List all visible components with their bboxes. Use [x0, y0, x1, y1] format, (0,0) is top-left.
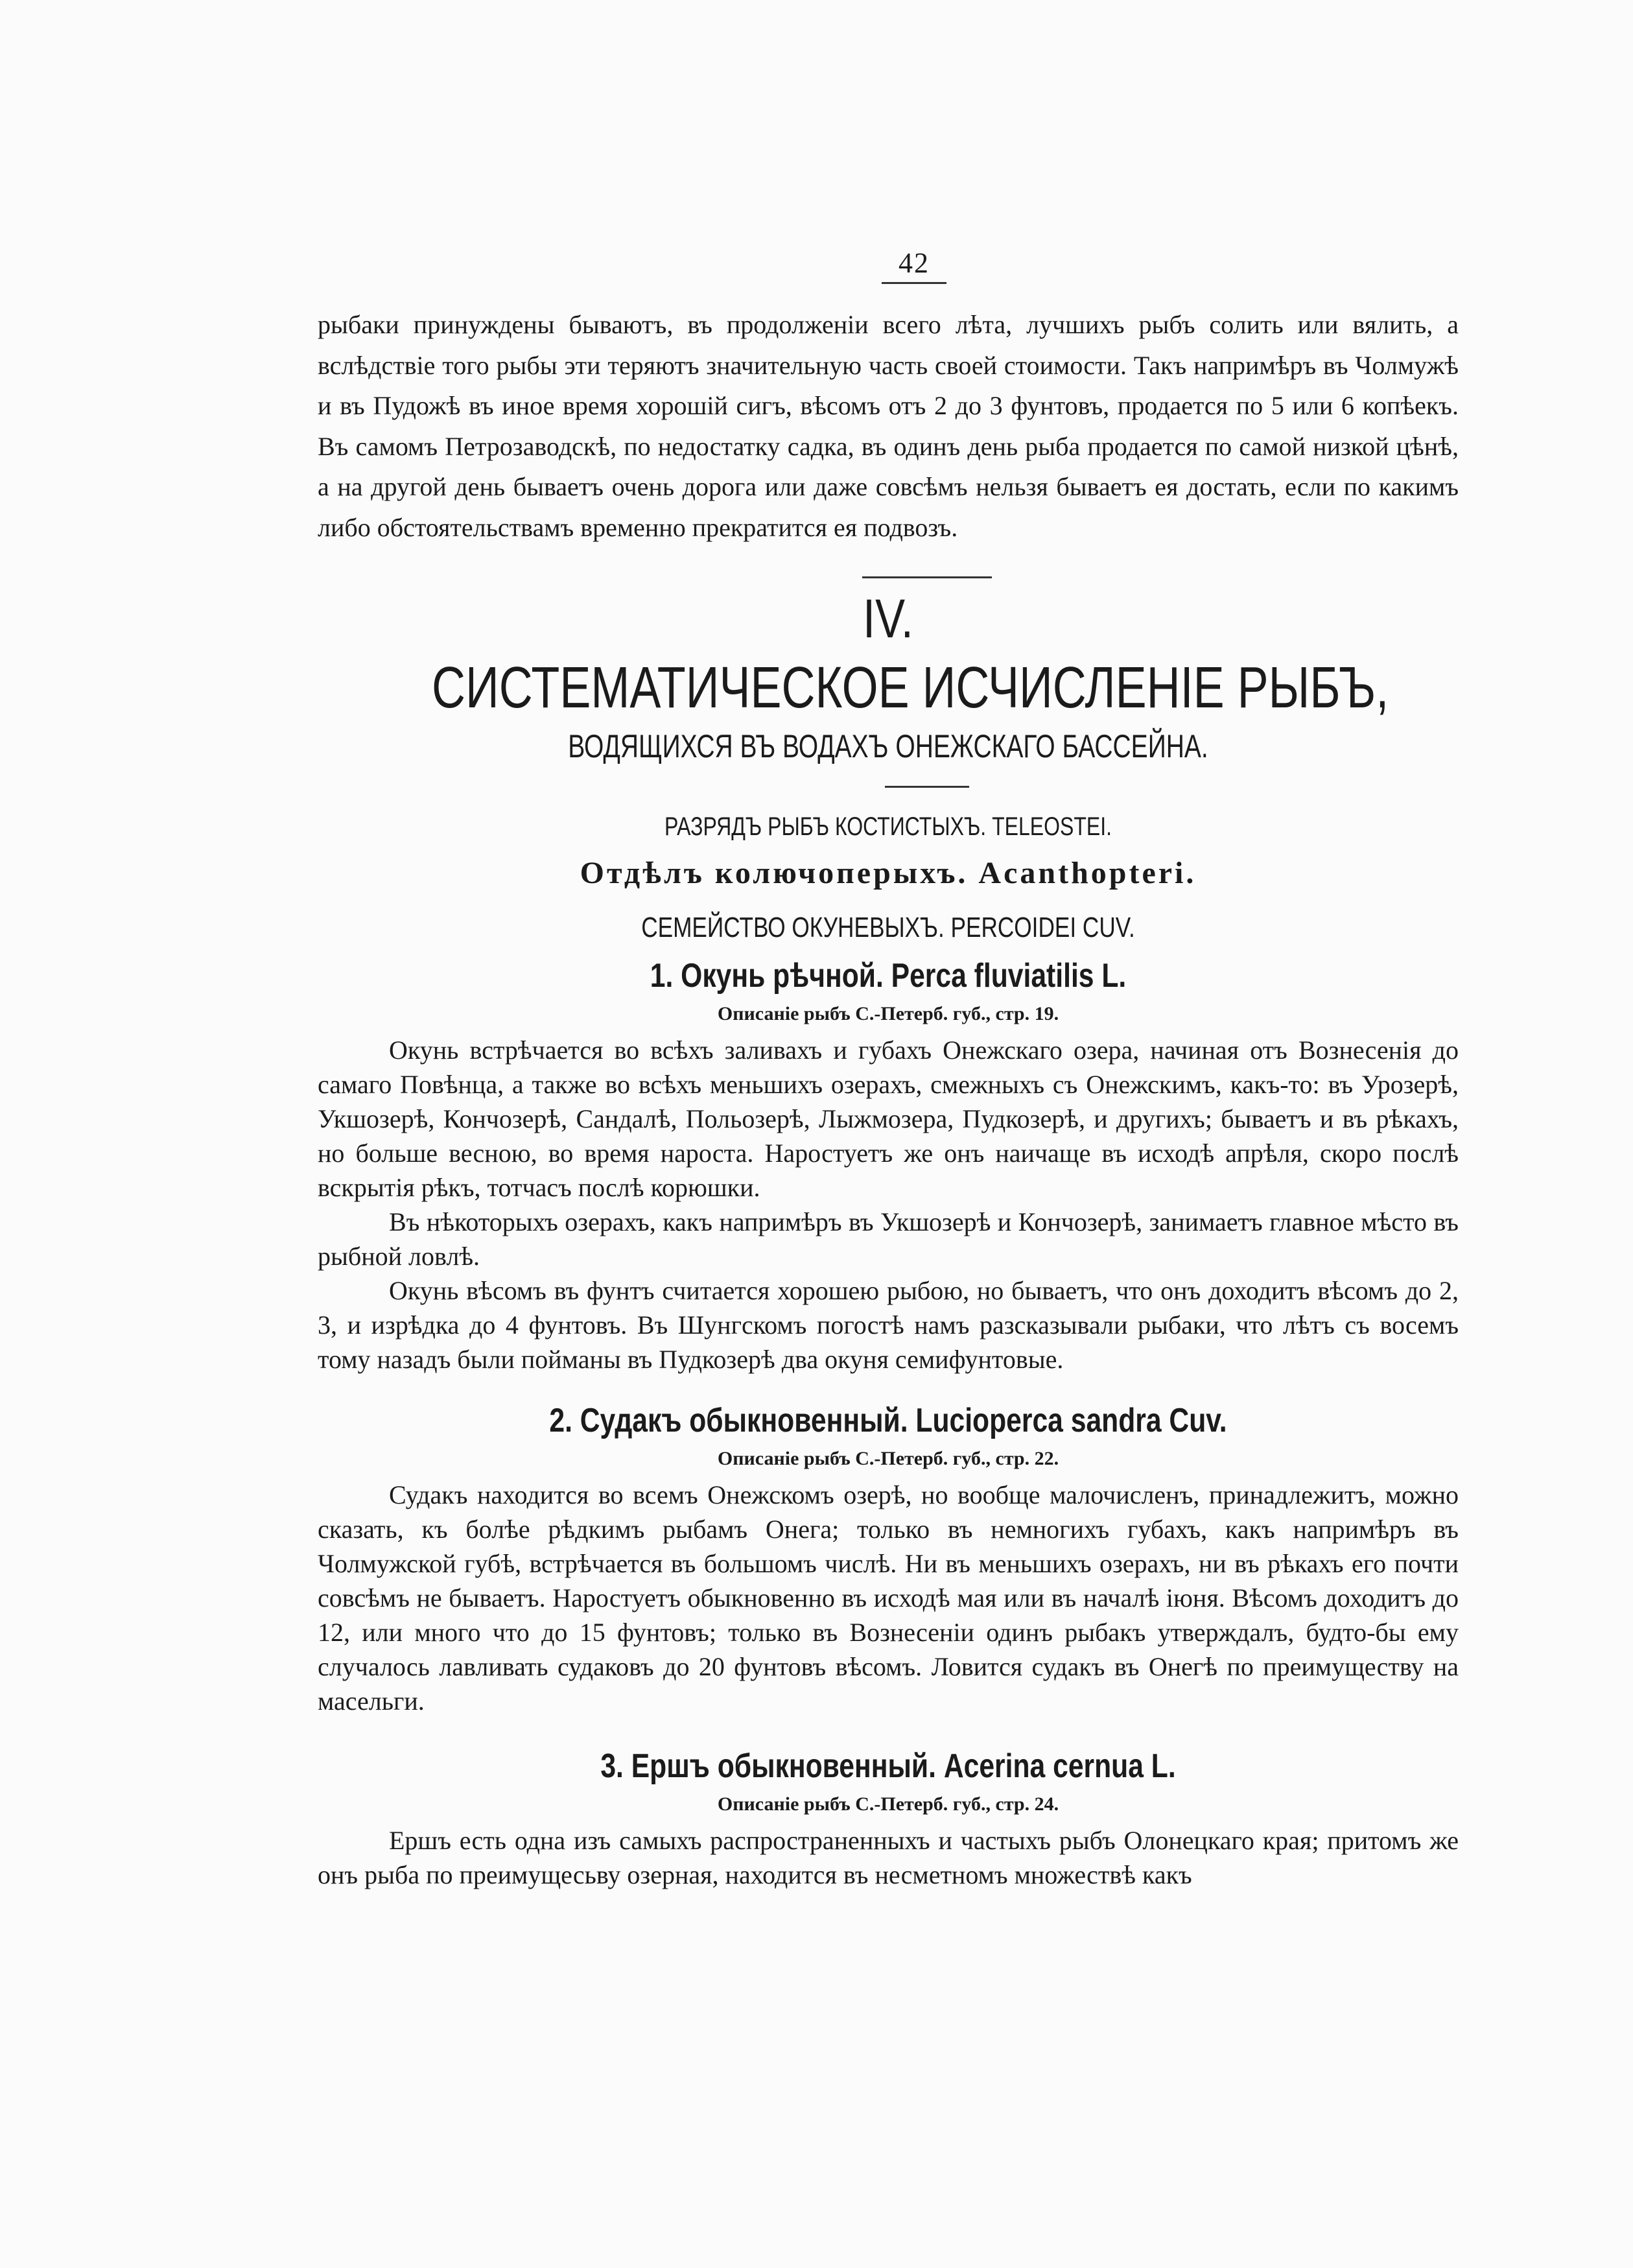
species-title: 3. Ершъ обыкновенный. Acerina cernua L. [600, 1747, 1176, 1785]
species-reference: Описаніе рыбъ С.-Петерб. губ., стр. 22. [717, 1448, 1059, 1469]
intro-section [318, 305, 1459, 548]
species-paragraph: Окунь встрѣчается во всѣхъ заливахъ и губахъ Онежскаго озера, начиная отъ Вознесенія до самаго Повѣнца, а также во всѣхъ меньшихъ озерахъ, смежныхъ съ Онежскимъ, какъ-то: въ Урозерѣ, Укшозерѣ, Кончозерѣ, Сандалѣ, Польозерѣ, Лыжмозера, Пудкозерѣ, и другихъ; бываетъ и въ рѣкахъ, но больше весною, во время нароста. Наростуетъ же онъ наичаще въ исходѣ апрѣля, скоро послѣ вскрытія рѣкъ, тотчасъ послѣ корюшки. [318, 1035, 1459, 1202]
title-rule [885, 786, 969, 788]
book-page [318, 246, 1459, 1892]
species-paragraph: Ершъ есть одна изъ самыхъ распространенныхъ и частыхъ рыбъ Олонецкаго края; притомъ же онъ рыба по преимущесьву озерная, находится въ несметномъ множествѣ какъ [318, 1826, 1459, 1889]
species-entry [318, 1744, 1459, 1892]
species-reference: Описаніе рыбъ С.-Петерб. губ., стр. 24. [717, 1793, 1059, 1815]
species-title: 2. Судакъ обыкновенный. Lucioperca sandra Cuv. [549, 1402, 1227, 1439]
intro-paragraph: рыбаки принуждены бываютъ, въ продолженіи всего лѣта, лучшихъ рыбъ солить или вялить, а вслѣдствіе того рыбы эти теряютъ значительную часть своей стоимости. Такъ напримѣръ въ Чолмужѣ и въ Пудожѣ въ иное время хорошій сигъ, вѣсомъ отъ 2 до 3 фунтовъ, продается по 5 или 6 копѣекъ. Въ самомъ Петрозаводскѣ, по недостатку садка, въ одинъ день рыба продается по самой низкой цѣнѣ, а на другой день бываетъ очень дорога или даже совсѣмъ нельзя бываетъ ея достать, если по какимъ либо обстоятельствамъ временно прекратится ея подвозъ. [318, 310, 1459, 542]
section-subtitle: ВОДЯЩИХСЯ ВЪ ВОДАХЪ ОНЕЖСКАГО БАССЕЙНА. [568, 728, 1208, 764]
species-title: 1. Окунь рѣчной. Perca fluviatilis L. [650, 957, 1127, 995]
section-number: IV. [863, 588, 913, 649]
species-paragraph: Судакъ находится во всемъ Онежскомъ озерѣ, но вообще малочисленъ, принадлежитъ, можно сказать, къ болѣе рѣдкимъ рыбамъ Онега; только въ немногихъ губахъ, какъ напримѣръ въ Чолмужской губѣ, встрѣчается въ большомъ числѣ. Ни въ меньшихъ озерахъ, ни въ рѣкахъ его почти совсѣмъ не бываетъ. Наростуетъ обыкновенно въ исходѣ мая или въ началѣ іюня. Вѣсомъ доходитъ до 12, или много что до 15 фунтовъ; только въ Вознесеніи одинъ рыбакъ утверждалъ, будто-бы ему случалось лавливать судаковъ до 20 фунтовъ вѣсомъ. Ловится судакъ въ Онегѣ по преимуществу на масельги. [318, 1480, 1459, 1716]
species-entry [318, 954, 1459, 1376]
order-heading: Отдѣлъ колючоперыхъ. Acanthopteri. [580, 856, 1197, 890]
species-entry [318, 1399, 1459, 1718]
page-number-rule [882, 282, 946, 284]
page-number: 42 [899, 247, 930, 279]
class-heading: РАЗРЯДЪ РЫБЪ КОСТИСТЫХЪ. TELEOSTEI. [664, 812, 1112, 841]
species-paragraph: Въ нѣкоторыхъ озерахъ, какъ напримѣръ въ Укшозерѣ и Кончозерѣ, занимаетъ главное мѣсто въ рыбной ловлѣ. [318, 1207, 1459, 1271]
section-separator [862, 576, 992, 578]
species-paragraph: Окунь вѣсомъ въ фунтъ считается хорошею рыбою, но бываетъ, что онъ доходитъ вѣсомъ до 2, 3, и изрѣдка до 4 фунтовъ. Въ Шунгскомъ погостѣ намъ разсказывали рыбаки, что лѣтъ съ восемъ тому назадъ были пойманы въ Пудкозерѣ два окуня семифунтовые. [318, 1276, 1459, 1374]
section-title: СИСТЕМАТИЧЕСКОЕ ИСЧИСЛЕНІЕ РЫБЪ, [432, 656, 1389, 720]
species-reference: Описаніе рыбъ С.-Петерб. губ., стр. 19. [717, 1003, 1059, 1024]
family-heading: СЕМЕЙСТВО ОКУНЕВЫХЪ. PERCOIDEI CUV. [641, 912, 1135, 943]
